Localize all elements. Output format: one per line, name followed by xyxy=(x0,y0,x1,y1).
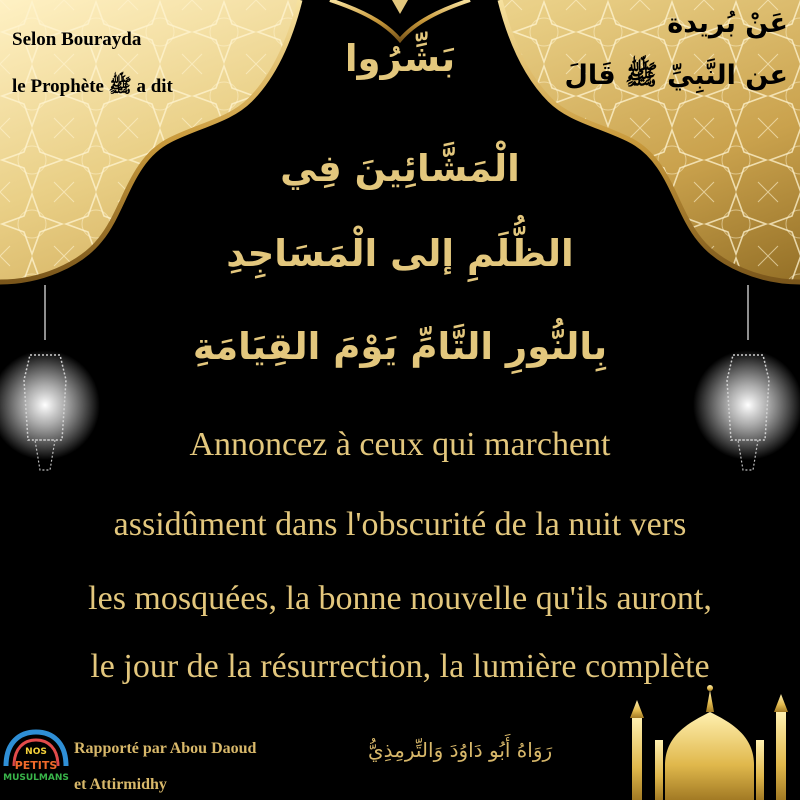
source-french-line2: et Attirmidhy xyxy=(74,776,167,793)
hadith-arabic-line3: الظُّلَمِ إلى الْمَسَاجِدِ xyxy=(226,232,574,275)
top-left-french-line1: Selon Bourayda xyxy=(12,29,142,50)
source-arabic: رَوَاهُ أَبُو دَاوُدَ وَالتِّرمِذِيُّ xyxy=(368,738,553,762)
hadith-arabic-line1: بَشِّرُوا xyxy=(344,37,456,80)
top-left-french-line2: le Prophète ﷺ a dit xyxy=(12,76,173,97)
hadith-french-line4: le jour de la résurrection, la lumière complète xyxy=(90,648,710,685)
hadith-arabic-line4: بِالنُّورِ التَّامِّ يَوْمَ القِيَامَةِ xyxy=(192,325,608,368)
logo-text-line1: NOS xyxy=(25,747,47,757)
nos-petits-musulmans-logo xyxy=(2,728,70,798)
hadith-french-line1: Annoncez à ceux qui marchent xyxy=(189,426,611,463)
hadith-arabic-line2: الْمَشَّائِينَ فِي xyxy=(280,147,520,190)
source-french-line1: Rapporté par Abou Daoud xyxy=(74,740,257,757)
logo-text-line2: PETITS xyxy=(14,759,58,772)
hadith-french-line3: les mosquées, la bonne nouvelle qu'ils auront, xyxy=(88,580,712,617)
logo-text-line3: MUSULMANS xyxy=(3,773,69,783)
hadith-french-line2: assidûment dans l'obscurité de la nuit vers xyxy=(113,506,687,543)
top-right-arabic-line2: عن النَّبِيِّ ﷺ قَالَ xyxy=(564,60,788,91)
top-right-arabic-line1: عَنْ بُريدة xyxy=(667,8,788,39)
